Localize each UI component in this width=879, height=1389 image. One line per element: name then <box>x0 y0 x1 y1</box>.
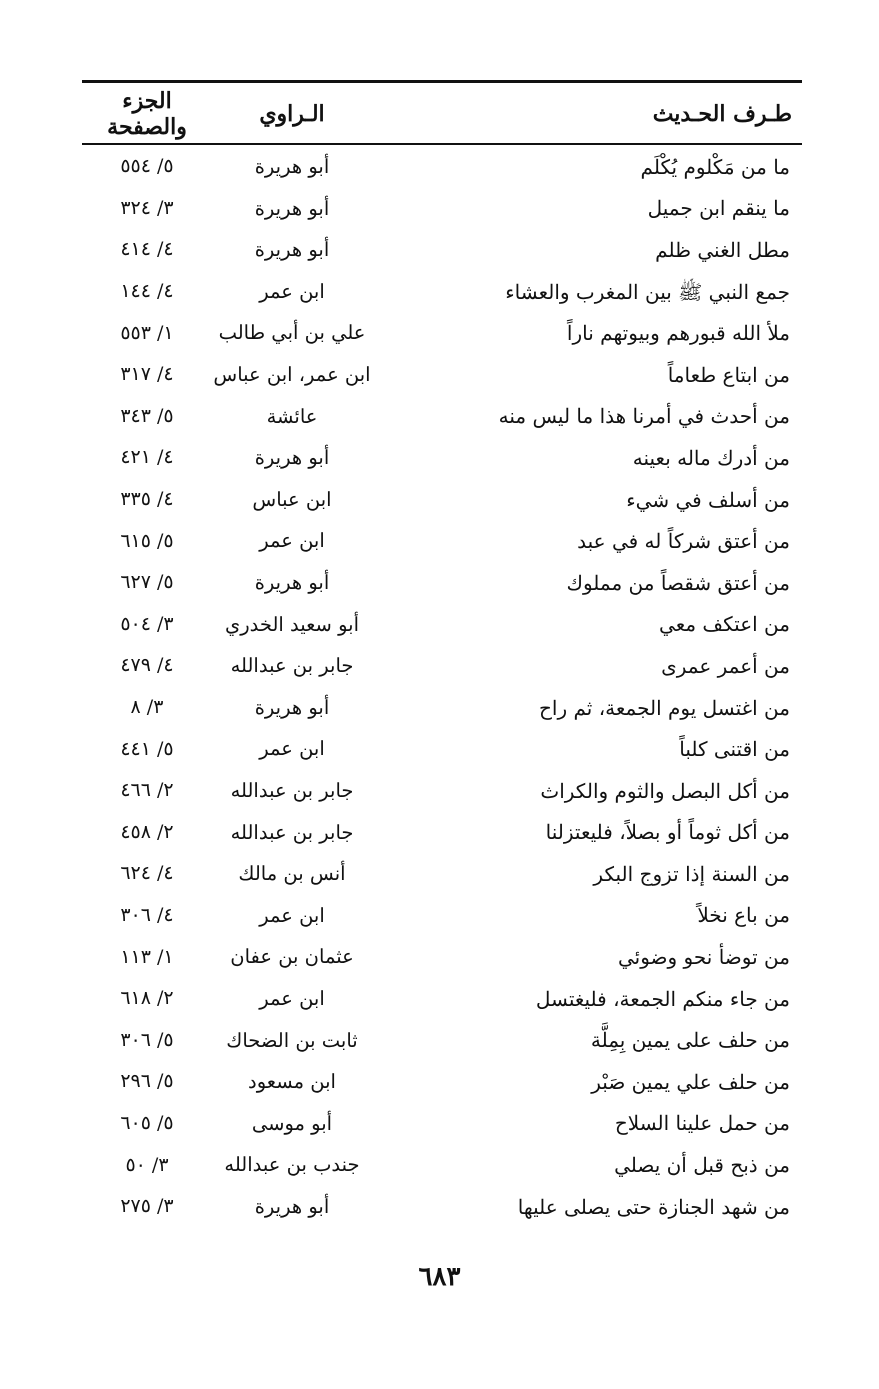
volume-page-ref: ٥/ ٢٩٦ <box>120 1070 174 1093</box>
table-row <box>82 354 802 396</box>
table-row <box>82 853 802 895</box>
table-row <box>82 312 802 354</box>
hadith-text: من اعتكف معي <box>659 612 790 637</box>
narrator: ابن مسعود <box>248 1070 336 1094</box>
table-row <box>82 188 802 230</box>
volume-page-ref: ٢/ ٤٦٦ <box>120 779 174 802</box>
hadith-text: ما ينقم ابن جميل <box>647 196 790 221</box>
narrator: ابن عمر <box>259 529 325 553</box>
table-row <box>82 271 802 313</box>
narrator: أنس بن مالك <box>238 862 346 886</box>
header-volume-page: الجزء والصفحة <box>107 88 187 140</box>
volume-page-ref: ٣/ ٣٢٤ <box>120 196 174 219</box>
hadith-text: من اغتسل يوم الجمعة، ثم راح <box>539 695 790 720</box>
narrator: أبو هريرة <box>254 570 330 594</box>
hadith-text: مطل الغني ظلم <box>655 237 790 262</box>
table-row <box>82 936 802 978</box>
narrator: جابر بن عبدالله <box>230 820 354 844</box>
hadith-text: من أعتق شقصاً من مملوك <box>566 570 790 595</box>
volume-page-ref: ٥/ ٣٤٣ <box>120 404 174 427</box>
hadith-text: من ذبح قبل أن يصلي <box>614 1153 790 1178</box>
hadith-text: ملأ الله قبورهم وبيوتهم ناراً <box>566 321 790 346</box>
volume-page-ref: ٥/ ٦٠٥ <box>120 1111 174 1134</box>
hadith-text: ما من مَكْلوم يُكْلَم <box>640 154 790 179</box>
table-row <box>82 396 802 438</box>
volume-page-ref: ٤/ ٤٧٩ <box>120 654 174 677</box>
volume-page-ref: ٤/ ٣١٧ <box>120 363 174 386</box>
narrator: أبو موسى <box>251 1111 333 1135</box>
table-row <box>82 1103 802 1145</box>
table-row <box>82 146 802 188</box>
narrator: ابن عمر <box>259 903 325 927</box>
volume-page-ref: ٤/ ٣٣٥ <box>120 488 174 511</box>
header-hadith-text: طـرف الحـديث <box>652 101 792 127</box>
hadith-text: من أكل البصل والثوم والكراث <box>540 778 790 803</box>
volume-page-ref: ٥/ ٦٢٧ <box>120 571 174 594</box>
hadith-text: من جاء منكم الجمعة، فليغتسل <box>535 986 790 1011</box>
hadith-text: من اقتنى كلباً <box>679 737 790 762</box>
narrator: عثمان بن عفان <box>230 945 354 969</box>
narrator: ابن عمر، ابن عباس <box>213 363 371 387</box>
table-row <box>82 812 802 854</box>
volume-page-ref: ٣/ ٨ <box>130 696 164 719</box>
hadith-text: من أحدث في أمرنا هذا ما ليس منه <box>498 404 790 429</box>
table-row <box>82 604 802 646</box>
narrator: أبو هريرة <box>254 155 330 179</box>
volume-page-ref: ٥/ ٤٤١ <box>120 737 174 760</box>
narrator: أبو هريرة <box>254 1194 330 1218</box>
narrator: جابر بن عبدالله <box>230 778 354 802</box>
table-row <box>82 687 802 729</box>
hadith-text: من حلف على يمين بِمِلَّة <box>590 1028 790 1053</box>
volume-page-ref: ٣/ ٢٧٥ <box>120 1195 174 1218</box>
hadith-index-table <box>82 146 802 1227</box>
volume-page-ref: ٣/ ٥٠ <box>125 1153 169 1176</box>
volume-page-ref: ٢/ ٦١٨ <box>120 987 174 1010</box>
volume-page-ref: ٥/ ٣٠٦ <box>120 1028 174 1051</box>
volume-page-ref: ٥/ ٦١٥ <box>120 529 174 552</box>
table-row <box>82 1061 802 1103</box>
table-row <box>82 978 802 1020</box>
volume-page-ref: ٤/ ٤١٤ <box>120 238 174 261</box>
narrator: عائشة <box>266 404 318 428</box>
hadith-text: من أعمر عمرى <box>661 653 790 678</box>
table-header <box>82 88 802 140</box>
hadith-text: من أكل ثوماً أو بصلاً، فليعتزلنا <box>545 820 790 845</box>
table-row <box>82 520 802 562</box>
hadith-text: من ابتاع طعاماً <box>667 362 790 387</box>
narrator: ابن عباس <box>252 487 332 511</box>
table-row <box>82 1186 802 1228</box>
hadith-text: من السنة إذا تزوج البكر <box>593 861 790 886</box>
narrator: جابر بن عبدالله <box>230 654 354 678</box>
table-row <box>82 1019 802 1061</box>
volume-page-ref: ٢/ ٤٥٨ <box>120 820 174 843</box>
narrator: علي بن أبي طالب <box>218 321 366 345</box>
hadith-text: من توضأ نحو وضوئي <box>617 945 790 970</box>
table-row <box>82 728 802 770</box>
table-row <box>82 645 802 687</box>
page-number: ٦٨٣ <box>418 1262 461 1292</box>
top-rule <box>82 80 802 83</box>
table-row <box>82 1144 802 1186</box>
volume-page-ref: ٥/ ٥٥٤ <box>120 155 174 178</box>
narrator: ابن عمر <box>259 737 325 761</box>
hadith-text: من أدرك ماله بعينه <box>632 445 790 470</box>
narrator: أبو هريرة <box>254 196 330 220</box>
hadith-text: من حمل علينا السلاح <box>614 1111 790 1136</box>
narrator: ابن عمر <box>259 279 325 303</box>
hadith-text: من أعتق شركاً له في عبد <box>577 529 790 554</box>
hadith-text: من باع نخلاً <box>697 903 790 928</box>
hadith-text: من أسلف في شيء <box>626 487 790 512</box>
table-row <box>82 437 802 479</box>
table-row <box>82 895 802 937</box>
hadith-text: من شهد الجنازة حتى يصلى عليها <box>517 1194 790 1219</box>
hadith-text: جمع النبي ﷺ بين المغرب والعشاء <box>505 279 790 304</box>
table-row <box>82 229 802 271</box>
volume-page-ref: ٤/ ٦٢٤ <box>120 862 174 885</box>
table-row <box>82 479 802 521</box>
volume-page-ref: ٤/ ١٤٤ <box>120 280 174 303</box>
volume-page-ref: ١/ ٥٥٣ <box>120 321 174 344</box>
narrator: ثابت بن الضحاك <box>226 1028 358 1052</box>
narrator: أبو هريرة <box>254 695 330 719</box>
volume-page-ref: ٤/ ٣٠٦ <box>120 903 174 926</box>
header-rule <box>82 143 802 145</box>
narrator: جندب بن عبدالله <box>224 1153 360 1177</box>
table-row <box>82 562 802 604</box>
hadith-text: من حلف علي يمين صَبْر <box>591 1069 790 1094</box>
narrator: أبو سعيد الخدري <box>224 612 360 636</box>
volume-page-ref: ٤/ ٤٢١ <box>120 446 174 469</box>
narrator: ابن عمر <box>259 986 325 1010</box>
narrator: أبو هريرة <box>254 446 330 470</box>
narrator: أبو هريرة <box>254 238 330 262</box>
volume-page-ref: ٣/ ٥٠٤ <box>120 612 174 635</box>
table-row <box>82 770 802 812</box>
volume-page-ref: ١/ ١١٣ <box>120 945 174 968</box>
header-narrator: الـراوي <box>259 101 325 127</box>
